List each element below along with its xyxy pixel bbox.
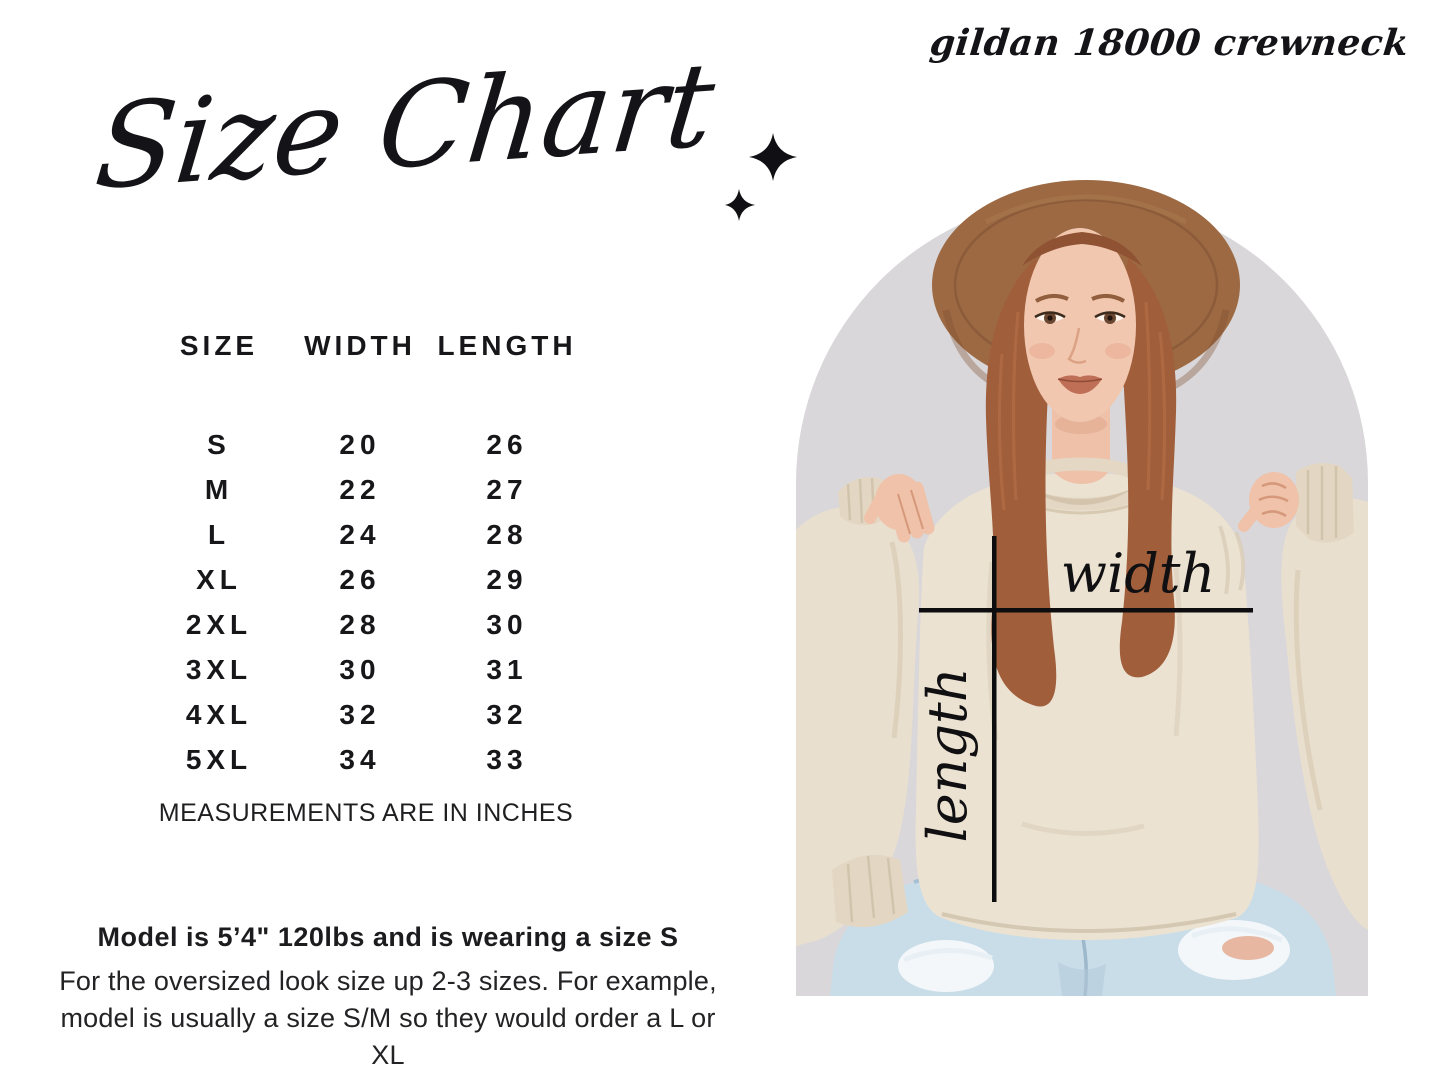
- width-cell: 24: [339, 518, 381, 550]
- sizing-tip-line-2: model is usually a size S/M so they would order a L or XL: [60, 1003, 716, 1070]
- size-cell: 3XL: [185, 653, 253, 685]
- table-row: [140, 512, 592, 557]
- table-row: [140, 557, 592, 602]
- table-row: [140, 737, 592, 782]
- length-label: length: [916, 667, 979, 843]
- table-row: [140, 692, 592, 737]
- width-cell: 34: [339, 743, 381, 775]
- length-cell: 32: [486, 698, 528, 730]
- width-cell: 26: [339, 563, 381, 595]
- sizing-tip-line-1: For the oversized look size up 2-3 sizes. For example,: [59, 966, 717, 996]
- sparkle-large-icon: [749, 133, 797, 181]
- size-cell: XL: [196, 563, 242, 595]
- col-header-size: SIZE: [179, 330, 259, 361]
- size-table: [140, 330, 592, 782]
- size-cell: 5XL: [185, 743, 253, 775]
- width-line: [919, 608, 1253, 613]
- length-cell: 30: [486, 608, 528, 640]
- width-cell: 32: [339, 698, 381, 730]
- left-sleeve: [796, 507, 919, 946]
- width-label: width: [1060, 542, 1216, 605]
- size-cell: 4XL: [185, 698, 253, 730]
- model-info-bold-line: Model is 5’4" 120lbs and is wearing a size S: [97, 922, 679, 952]
- col-header-width: WIDTH: [304, 330, 416, 361]
- col-header-length: LENGTH: [437, 330, 577, 361]
- length-cell: 33: [486, 743, 528, 775]
- length-cell: 28: [486, 518, 528, 550]
- width-cell: 30: [339, 653, 381, 685]
- length-cell: 31: [486, 653, 528, 685]
- sparkle-small-icon: [725, 189, 755, 221]
- product-name: gildan 18000 crewneck: [928, 22, 1412, 64]
- length-line: [992, 536, 997, 902]
- width-cell: 20: [339, 428, 381, 460]
- width-cell: 28: [339, 608, 381, 640]
- length-cell: 29: [486, 563, 528, 595]
- size-cell: 2XL: [185, 608, 253, 640]
- page-title: Size Chart: [89, 36, 721, 217]
- length-cell: 26: [486, 428, 528, 460]
- table-row: [140, 647, 592, 692]
- size-cell: M: [204, 473, 234, 505]
- units-note: MEASUREMENTS ARE IN INCHES: [158, 799, 574, 827]
- table-row: [140, 467, 592, 512]
- model-info: [52, 922, 724, 1074]
- size-cell: L: [207, 518, 231, 550]
- model-photo: [796, 170, 1368, 996]
- table-row: [140, 602, 592, 647]
- size-table-header: [140, 330, 592, 362]
- width-cell: 22: [339, 473, 381, 505]
- table-row: [140, 422, 592, 467]
- length-cell: 27: [486, 473, 528, 505]
- size-cell: S: [207, 428, 231, 460]
- model-illustration: [796, 170, 1368, 996]
